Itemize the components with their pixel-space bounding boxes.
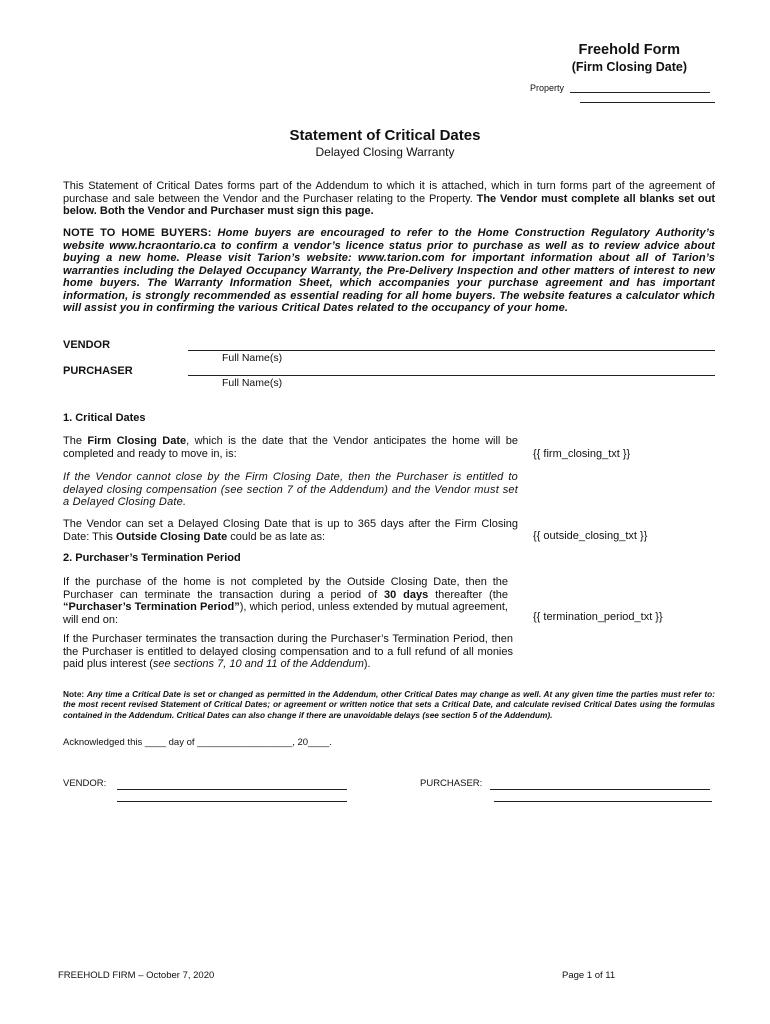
property-line-2[interactable] (580, 102, 715, 103)
purchaser-signature-line-1[interactable] (490, 789, 710, 790)
outside-closing-paragraph: The Vendor can set a Delayed Closing Date that is up to 365 days after the Firm Closing Date: This Outside Closing Date could be as late as: (63, 518, 518, 543)
property-field (530, 83, 710, 93)
document-title: Statement of Critical Dates (289, 127, 481, 144)
vendor-full-names-label: Full Name(s) (222, 352, 283, 364)
section-2-heading: 2. Purchaser’s Termination Period (63, 552, 241, 564)
intro-paragraph: This Statement of Critical Dates forms part of the Addendum to which it is attached, which in turn forms part of the agreement of purchase and sale between the Vendor and the Purchaser relating to the Property. The Vendor must complete all blanks set out below. Both the Vendor and Purchaser must sign this page. (63, 180, 715, 217)
form-title: Freehold Form (578, 42, 680, 58)
note-to-home-buyers: NOTE TO HOME BUYERS: Home buyers are encouraged to refer to the Home Construction Regulatory Authority’s website www.hcraontario.ca to confirm a vendor’s licence status prior to purchase as well as to review advice about buying a new home. Please visit Tarion’s website: www.tarion.com for important information about all of Tarion’s warranties including the Delayed Occupancy Warranty, the Pre-Delivery Inspection and other matters of interest to new home buyers. The Warranty Information Sheet, which accompanies your purchase agreement and has important information, is strongly recommended as essential reading for all home buyers. The website features a calculator which will assist you in confirming the various Critical Dates related to the occupancy of your home. (63, 227, 715, 314)
document-subtitle: Delayed Closing Warranty (315, 145, 455, 159)
firm-closing-date-value[interactable]: {{ firm_closing_txt }} (533, 448, 631, 460)
vendor-signature-label: VENDOR: (63, 778, 107, 789)
purchaser-signature-label: PURCHASER: (420, 778, 483, 789)
termination-period-paragraph: If the purchase of the home is not completed by the Outside Closing Date, then the Purchaser can terminate the transaction during a period of 30 days thereafter (the “Purchaser’s Termination Period”), which period, unless extended by mutual agreement, will end on: (63, 576, 508, 626)
vendor-signature-line-2[interactable] (117, 801, 347, 802)
purchaser-label: PURCHASER (63, 365, 133, 377)
delayed-closing-paragraph: If the Vendor cannot close by the Firm Closing Date, then the Purchaser is entitled to delayed closing compensation (see section 7 of the Addendum) and the Vendor must set a Delayed Closing Date. (63, 471, 518, 508)
vendor-name-line[interactable] (188, 350, 715, 351)
outside-closing-date-value[interactable]: {{ outside_closing_txt }} (533, 530, 648, 542)
section-1-heading: 1. Critical Dates (63, 412, 146, 424)
vendor-label: VENDOR (63, 339, 111, 351)
firm-closing-paragraph: The Firm Closing Date, which is the date that the Vendor anticipates the home will be completed and ready to move in, is: (63, 435, 518, 460)
footer-left: FREEHOLD FIRM – October 7, 2020 (58, 970, 215, 981)
purchaser-name-line[interactable] (188, 375, 715, 376)
page-number: Page 1 of 11 (562, 970, 616, 981)
form-subtitle: (Firm Closing Date) (571, 60, 687, 74)
property-label: Property (530, 83, 565, 93)
critical-dates-note: Note: Any time a Critical Date is set or changed as permitted in the Addendum, other Critical Dates may change as well. At any given time the parties must refer to: the most recent revised Statement of Critical Dates; or agreement or written notice that sets a Critical Date, and calculate revised Critical Dates using the formulas contained in the Addendum. Critical Dates can also change if there are unavoidable delays (see section 5 of the Addendum). (63, 689, 715, 720)
termination-refund-paragraph: If the Purchaser terminates the transaction during the Purchaser’s Termination Period, then the Purchaser is entitled to delayed closing compensation and to a full refund of all monies paid plus interest (see sections 7, 10 and 11 of the Addendum). (63, 633, 513, 670)
termination-period-value[interactable]: {{ termination_period_txt }} (533, 611, 663, 623)
purchaser-signature-line-2[interactable] (494, 801, 712, 802)
vendor-signature-line-1[interactable] (117, 789, 347, 790)
property-line[interactable] (570, 84, 710, 93)
acknowledged-line[interactable]: Acknowledged this ____ day of __________________, 20____. (63, 737, 332, 748)
purchaser-full-names-label: Full Name(s) (222, 377, 283, 389)
